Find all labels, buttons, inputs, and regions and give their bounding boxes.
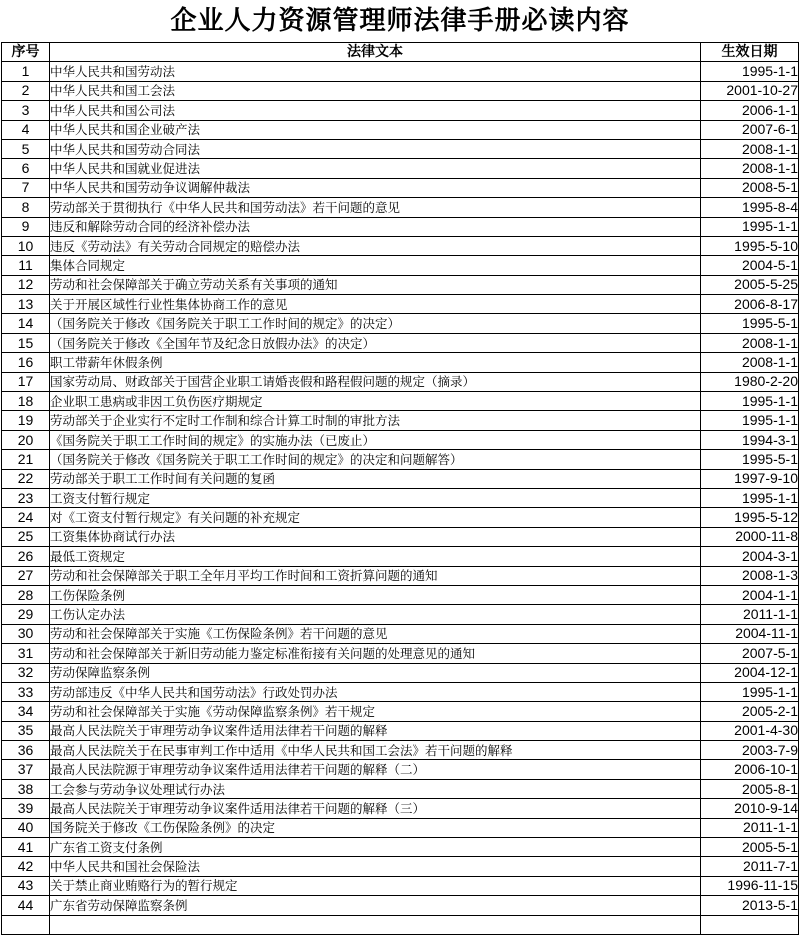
table-row	[2, 488, 799, 507]
table-row	[2, 799, 799, 818]
effective-date: 2008-1-1	[701, 333, 799, 352]
effective-date: 2011-7-1	[701, 857, 799, 876]
table-row	[2, 314, 799, 333]
law-title: （国务院关于修改《国务院关于职工工作时间的规定》的决定和问题解答）	[50, 450, 701, 469]
table-row	[2, 236, 799, 255]
effective-date: 2005-5-25	[701, 275, 799, 294]
table-row	[2, 372, 799, 391]
law-table	[1, 42, 799, 935]
effective-date: 2004-3-1	[701, 547, 799, 566]
row-number: 22	[2, 469, 50, 488]
header-number: 序号	[2, 43, 50, 62]
row-number: 41	[2, 838, 50, 857]
table-row	[2, 605, 799, 624]
table-row	[2, 198, 799, 217]
row-number: 19	[2, 411, 50, 430]
effective-date: 2011-1-1	[701, 818, 799, 837]
row-number: 14	[2, 314, 50, 333]
table-row	[2, 430, 799, 449]
law-title	[50, 915, 701, 934]
table-row	[2, 295, 799, 314]
effective-date: 2008-1-1	[701, 353, 799, 372]
effective-date: 1995-5-10	[701, 236, 799, 255]
law-title: 劳动部关于职工工作时间有关问题的复函	[50, 469, 701, 488]
row-number: 5	[2, 139, 50, 158]
table-row	[2, 120, 799, 139]
effective-date: 2010-9-14	[701, 799, 799, 818]
law-title: 关于禁止商业贿赂行为的暂行规定	[50, 876, 701, 895]
law-title: （国务院关于修改《全国年节及纪念日放假办法》的决定）	[50, 333, 701, 352]
document-title: 企业人力资源管理师法律手册必读内容	[170, 6, 630, 36]
row-number: 36	[2, 741, 50, 760]
law-title: 劳动部关于贯彻执行《中华人民共和国劳动法》若干问题的意见	[50, 198, 701, 217]
effective-date: 2013-5-1	[701, 896, 799, 915]
row-number: 32	[2, 663, 50, 682]
table-row	[2, 741, 799, 760]
effective-date: 1995-1-1	[701, 217, 799, 236]
law-title: 工资支付暂行规定	[50, 488, 701, 507]
row-number: 33	[2, 682, 50, 701]
row-number: 34	[2, 702, 50, 721]
law-title: 劳动和社会保障部关于实施《劳动保障监察条例》若干规定	[50, 702, 701, 721]
row-number: 38	[2, 779, 50, 798]
law-title: 工会参与劳动争议处理试行办法	[50, 779, 701, 798]
law-title: 劳动和社会保障部关于职工全年月平均工作时间和工资折算问题的通知	[50, 566, 701, 585]
table-row	[2, 857, 799, 876]
table-row	[2, 876, 799, 895]
effective-date: 2004-5-1	[701, 256, 799, 275]
effective-date: 2005-2-1	[701, 702, 799, 721]
effective-date: 2001-4-30	[701, 721, 799, 740]
row-number: 23	[2, 488, 50, 507]
row-number: 8	[2, 198, 50, 217]
effective-date: 2008-1-3	[701, 566, 799, 585]
table-row	[2, 469, 799, 488]
table-row	[2, 392, 799, 411]
law-title: 违反和解除劳动合同的经济补偿办法	[50, 217, 701, 236]
effective-date: 2006-8-17	[701, 295, 799, 314]
table-row	[2, 450, 799, 469]
row-number: 44	[2, 896, 50, 915]
law-title: 国务院关于修改《工伤保险条例》的决定	[50, 818, 701, 837]
row-number: 18	[2, 392, 50, 411]
row-number: 12	[2, 275, 50, 294]
effective-date: 2007-5-1	[701, 644, 799, 663]
effective-date: 1995-1-1	[701, 488, 799, 507]
effective-date: 2000-11-8	[701, 527, 799, 546]
effective-date	[701, 915, 799, 934]
law-title: 最高人民法院关于在民事审判工作中适用《中华人民共和国工会法》若干问题的解释	[50, 741, 701, 760]
effective-date: 2001-10-27	[701, 81, 799, 100]
row-number: 40	[2, 818, 50, 837]
effective-date: 2005-5-1	[701, 838, 799, 857]
table-row	[2, 838, 799, 857]
effective-date: 2006-10-1	[701, 760, 799, 779]
effective-date: 2011-1-1	[701, 605, 799, 624]
effective-date: 1980-2-20	[701, 372, 799, 391]
table-row	[2, 663, 799, 682]
table-row	[2, 139, 799, 158]
law-title: 工资集体协商试行办法	[50, 527, 701, 546]
law-title: 职工带薪年休假条例	[50, 353, 701, 372]
table-row	[2, 682, 799, 701]
law-title: 劳动和社会保障部关于确立劳动关系有关事项的通知	[50, 275, 701, 294]
effective-date: 2008-1-1	[701, 139, 799, 158]
row-number: 31	[2, 644, 50, 663]
law-title: 劳动部违反《中华人民共和国劳动法》行政处罚办法	[50, 682, 701, 701]
row-number: 24	[2, 508, 50, 527]
law-title: 中华人民共和国社会保险法	[50, 857, 701, 876]
table-row	[2, 178, 799, 197]
law-title: 最高人民法院关于审理劳动争议案件适用法律若干问题的解释（三）	[50, 799, 701, 818]
law-title: 违反《劳动法》有关劳动合同规定的赔偿办法	[50, 236, 701, 255]
effective-date: 1997-9-10	[701, 469, 799, 488]
law-title: 广东省工资支付条例	[50, 838, 701, 857]
effective-date: 1995-1-1	[701, 62, 799, 81]
table-header-row	[2, 43, 799, 62]
effective-date: 1995-5-1	[701, 450, 799, 469]
law-title: 中华人民共和国劳动合同法	[50, 139, 701, 158]
row-number: 13	[2, 295, 50, 314]
effective-date: 1994-3-1	[701, 430, 799, 449]
law-title: 劳动部关于企业实行不定时工作制和综合计算工时制的审批方法	[50, 411, 701, 430]
law-title: 中华人民共和国企业破产法	[50, 120, 701, 139]
table-row	[2, 585, 799, 604]
law-title: 企业职工患病或非因工负伤医疗期规定	[50, 392, 701, 411]
effective-date: 2004-11-1	[701, 624, 799, 643]
row-number: 43	[2, 876, 50, 895]
effective-date: 1995-8-4	[701, 198, 799, 217]
row-number: 21	[2, 450, 50, 469]
table-row	[2, 915, 799, 934]
row-number: 25	[2, 527, 50, 546]
law-title: 国家劳动局、财政部关于国营企业职工请婚丧假和路程假问题的规定（摘录）	[50, 372, 701, 391]
effective-date: 1996-11-15	[701, 876, 799, 895]
effective-date: 2008-1-1	[701, 159, 799, 178]
law-title: 工伤保险条例	[50, 585, 701, 604]
row-number: 30	[2, 624, 50, 643]
row-number: 10	[2, 236, 50, 255]
law-title: 最高人民法院源于审理劳动争议案件适用法律若干问题的解释（二）	[50, 760, 701, 779]
header-law-text: 法律文本	[50, 43, 701, 62]
row-number: 3	[2, 101, 50, 120]
table-row	[2, 217, 799, 236]
table-row	[2, 353, 799, 372]
row-number: 7	[2, 178, 50, 197]
table-body	[2, 62, 799, 935]
row-number: 9	[2, 217, 50, 236]
effective-date: 2007-6-1	[701, 120, 799, 139]
law-title: 《国务院关于职工工作时间的规定》的实施办法（已废止）	[50, 430, 701, 449]
law-title: 中华人民共和国劳动争议调解仲裁法	[50, 178, 701, 197]
table-row	[2, 159, 799, 178]
row-number: 20	[2, 430, 50, 449]
row-number: 16	[2, 353, 50, 372]
row-number: 42	[2, 857, 50, 876]
table-row	[2, 644, 799, 663]
law-title: 最低工资规定	[50, 547, 701, 566]
row-number: 37	[2, 760, 50, 779]
effective-date: 2004-1-1	[701, 585, 799, 604]
table-row	[2, 547, 799, 566]
row-number: 26	[2, 547, 50, 566]
header-effective-date: 生效日期	[701, 43, 799, 62]
law-title: 中华人民共和国工会法	[50, 81, 701, 100]
table-row	[2, 527, 799, 546]
effective-date: 1995-1-1	[701, 682, 799, 701]
law-title: 广东省劳动保障监察条例	[50, 896, 701, 915]
table-row	[2, 818, 799, 837]
row-number: 28	[2, 585, 50, 604]
row-number: 27	[2, 566, 50, 585]
row-number: 35	[2, 721, 50, 740]
table-row	[2, 256, 799, 275]
table-row	[2, 508, 799, 527]
row-number: 39	[2, 799, 50, 818]
law-title: 劳动和社会保障部关于新旧劳动能力鉴定标准衔接有关问题的处理意见的通知	[50, 644, 701, 663]
table-row	[2, 101, 799, 120]
table-row	[2, 411, 799, 430]
effective-date: 2005-8-1	[701, 779, 799, 798]
effective-date: 2004-12-1	[701, 663, 799, 682]
law-title: 中华人民共和国公司法	[50, 101, 701, 120]
effective-date: 2003-7-9	[701, 741, 799, 760]
table-row	[2, 779, 799, 798]
row-number: 15	[2, 333, 50, 352]
table-row	[2, 81, 799, 100]
law-title: 关于开展区域性行业性集体协商工作的意见	[50, 295, 701, 314]
law-title: 中华人民共和国就业促进法	[50, 159, 701, 178]
effective-date: 2008-5-1	[701, 178, 799, 197]
table-row	[2, 702, 799, 721]
law-title: 劳动保障监察条例	[50, 663, 701, 682]
effective-date: 1995-5-12	[701, 508, 799, 527]
row-number: 2	[2, 81, 50, 100]
law-title: 集体合同规定	[50, 256, 701, 275]
law-title: （国务院关于修改《国务院关于职工工作时间的规定》的决定）	[50, 314, 701, 333]
table-row	[2, 333, 799, 352]
table-row	[2, 721, 799, 740]
table-row	[2, 566, 799, 585]
table-row	[2, 624, 799, 643]
effective-date: 1995-1-1	[701, 392, 799, 411]
table-row	[2, 62, 799, 81]
row-number: 6	[2, 159, 50, 178]
law-title: 对《工资支付暂行规定》有关问题的补充规定	[50, 508, 701, 527]
effective-date: 2006-1-1	[701, 101, 799, 120]
row-number: 17	[2, 372, 50, 391]
effective-date: 1995-5-1	[701, 314, 799, 333]
effective-date: 1995-1-1	[701, 411, 799, 430]
law-title: 劳动和社会保障部关于实施《工伤保险条例》若干问题的意见	[50, 624, 701, 643]
table-row	[2, 760, 799, 779]
row-number: 11	[2, 256, 50, 275]
row-number: 4	[2, 120, 50, 139]
law-title: 工伤认定办法	[50, 605, 701, 624]
table-row	[2, 275, 799, 294]
law-title: 中华人民共和国劳动法	[50, 62, 701, 81]
row-number	[2, 915, 50, 934]
law-title: 最高人民法院关于审理劳动争议案件适用法律若干问题的解释	[50, 721, 701, 740]
row-number: 1	[2, 62, 50, 81]
row-number: 29	[2, 605, 50, 624]
